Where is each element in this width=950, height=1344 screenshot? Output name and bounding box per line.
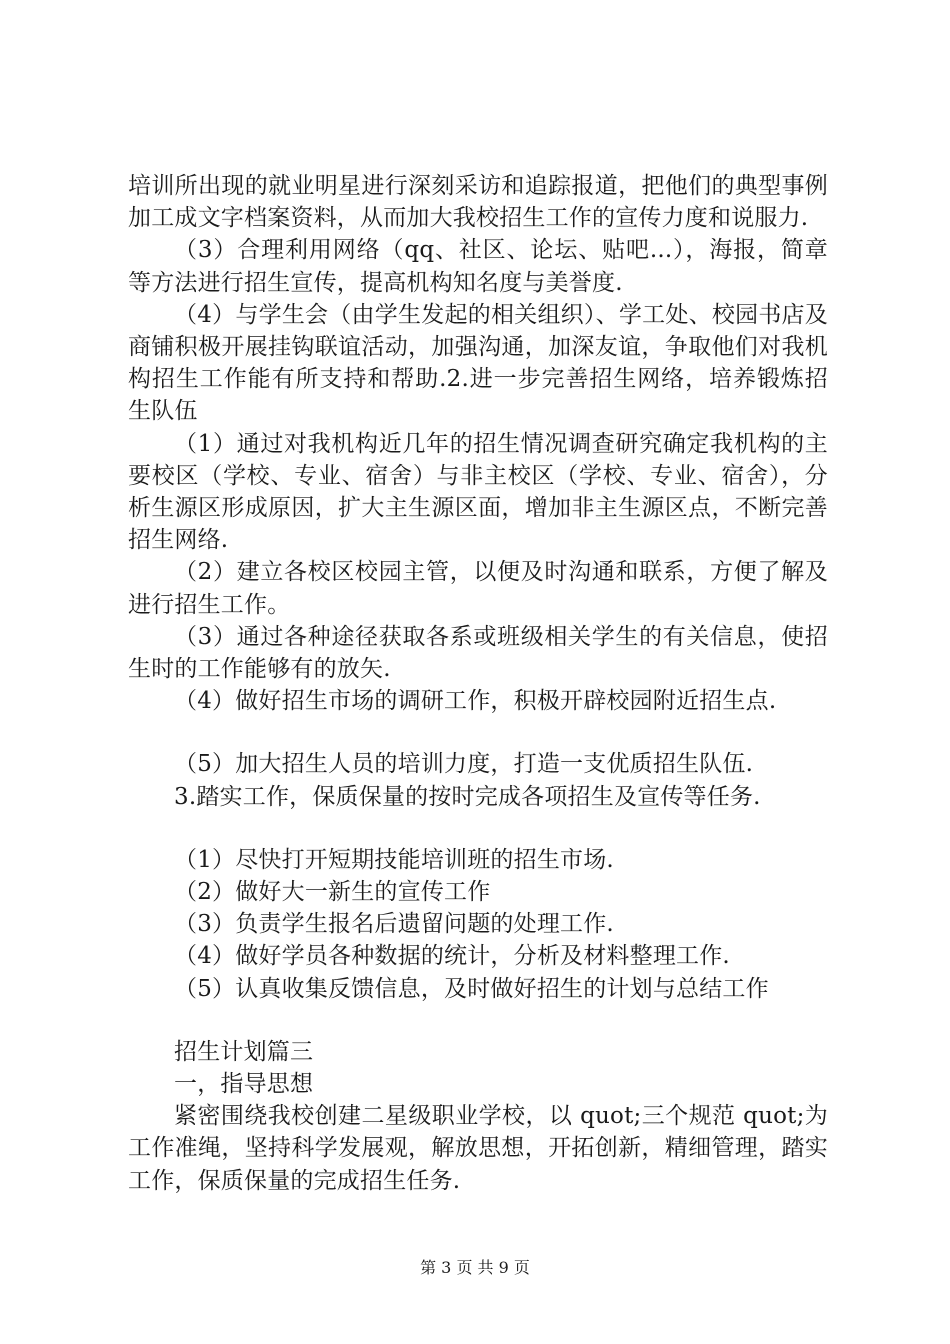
paragraph: （4）做好学员各种数据的统计，分析及材料整理工作. <box>174 943 730 970</box>
paragraph: （4）做好招生市场的调研工作，积极开辟校园附近招生点. <box>174 688 777 715</box>
paragraph: 招生计划篇三 <box>174 1038 314 1065</box>
paragraph: （3）合理利用网络（qq、社区、论坛、贴吧...），海报，简章等方法进行招生宣传，提高机构知名度与美誉度. <box>128 237 828 296</box>
paragraph-spacer <box>128 1005 828 1036</box>
page-footer: 第 3 页 共 9 页 <box>420 1258 530 1277</box>
paragraph: （2）建立各校区校园主管，以便及时沟通和联系，方便了解及进行招生工作。 <box>128 559 828 618</box>
paragraph: （3）通过各种途径获取各系或班级相关学生的有关信息，使招生时的工作能够有的放矢. <box>128 623 828 683</box>
paragraph: （1）尽快打开短期技能培训班的招生市场. <box>174 846 614 873</box>
paragraph: 3.踏实工作，保质保量的按时完成各项招生及宣传等任务. <box>174 783 761 810</box>
paragraph-spacer <box>128 717 828 748</box>
paragraph: （5）认真收集反馈信息，及时做好招生的计划与总结工作 <box>174 975 769 1002</box>
paragraph: （4）与学生会（由学生发起的相关组织）、学工处、校园书店及商铺积极开展挂钩联谊活动，加强沟通，加深友谊，争取他们对我机构招生工作能有所支持和帮助.2.进一步完善招生网络，培养锻炼招生队伍 <box>128 301 828 425</box>
paragraph: （1）通过对我机构近几年的招生情况调查研究确定我机构的主要校区（学校、专业、宿舍）与非主校区（学校、专业、宿舍），分析生源区形成原因，扩大主生源区面，增加非主生源区点，不断完善招生网络. <box>128 430 828 554</box>
paragraph: （2）做好大一新生的宣传工作 <box>174 879 491 906</box>
paragraph: （3）负责学生报名后遗留问题的处理工作. <box>174 911 614 938</box>
paragraph-spacer <box>128 813 828 844</box>
paragraph: 培训所出现的就业明星进行深刻采访和追踪报道，把他们的典型事例加工成文字档案资料，从而加大我校招生工作的宣传力度和说服力. <box>128 173 828 232</box>
document-body <box>128 170 828 1197</box>
paragraph: （5）加大招生人员的培训力度，打造一支优质招生队伍. <box>174 751 754 778</box>
paragraph: 一，指导思想 <box>174 1071 314 1098</box>
paragraph: 紧密围绕我校创建二星级职业学校，以 quot;三个规范 quot;为工作准绳，坚持科学发展观，解放思想，开拓创新，精细管理，踏实工作，保质保量的完成招生任务. <box>128 1103 828 1194</box>
